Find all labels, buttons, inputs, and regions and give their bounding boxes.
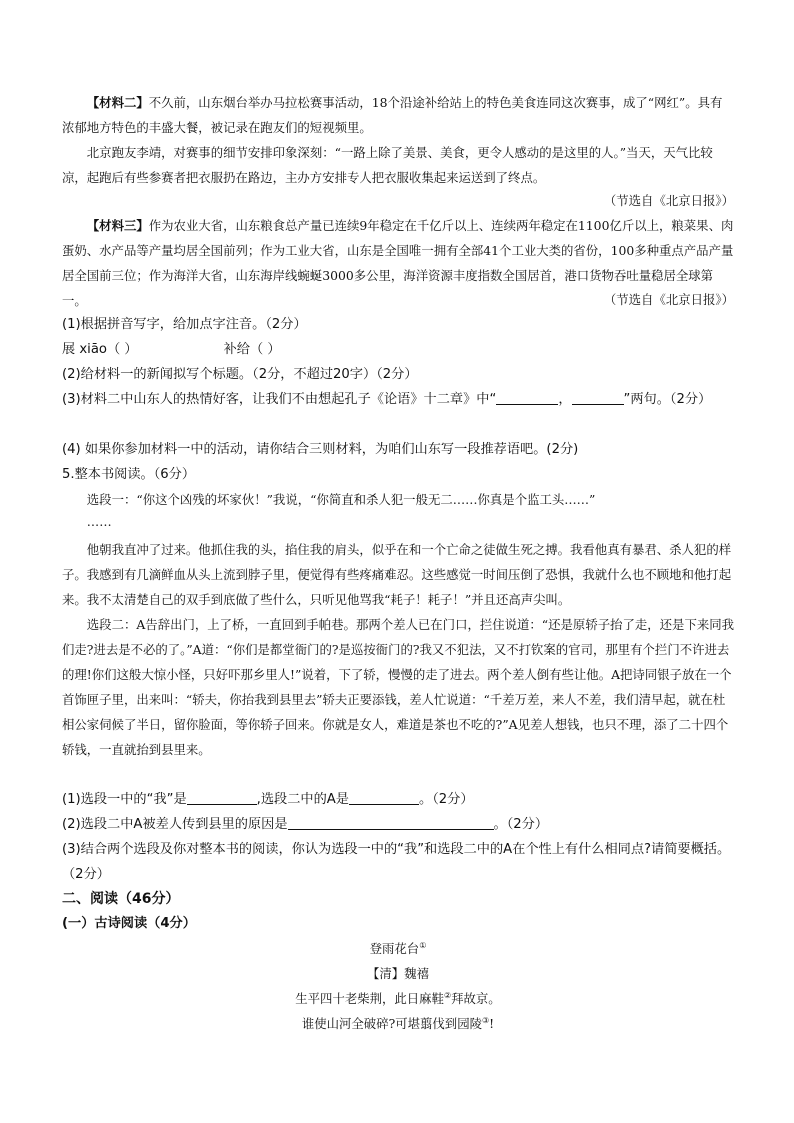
q4-1-word2: 补给（ ）	[223, 342, 281, 357]
q5-3: (3)结合两个选段及你对整本书的阅读，你认为选段一中的“我”和选段二中的A在个性上有什么相同点?请简要概括。（2分）	[62, 842, 731, 882]
q4-2: (2)给材料一的新闻拟写个标题。（2分，不超过20字）（2分）	[62, 367, 418, 382]
poem-line1: 生平四十老柴荆，此日麻鞋②拜故京。	[295, 990, 501, 1006]
q5-seg2-para: 选段二：A告辞出门，上了桥，一直回到手帕巷。那两个差人已在门口，拦住说道：“还是原轿子抬了走，还是下来同我们走?进去是不必的了。”A道：“你们是都堂衙门的?是巡按衙门的?我又不犯法，又不打钦案的官司，那里有个拦门不许进去的理!你们这般大惊小怪，只好吓那乡里人!”说着，下了轿，慢慢的走了进去。两个差人倒有些让他。A把诗同银子放在一个首饰匣子里，出来叫：“轿夫，你抬我到县里去”轿夫正要添钱，差人忙说道：“千差万差，来人不差，我们清早起，就在杜相公家伺候了半日，留你脸面，等你轿子回来。你就是女人，难道是茶也不吃的?”A见差人想钱，也只不理，添了二十四个轿钱，一直就抬到县里来。	[62, 617, 735, 757]
poem-title: 登雨花台①	[369, 940, 427, 956]
answer-blank[interactable]	[496, 390, 558, 405]
material2-para1	[62, 90, 734, 140]
material2-text: 不久前，山东烟台举办马拉松赛事活动，18个沿途补给站上的特色美食连同这次赛事，成了“网红”。具有浓郁地方特色的丰盛大餐，被记录在跑友们的短视频里。	[62, 95, 723, 135]
answer-blank[interactable]	[349, 790, 419, 805]
material2-source: （节选自《北京日报》）	[603, 193, 734, 208]
answer-blank[interactable]	[187, 790, 257, 805]
q5-title: 5.整本书阅读。（6分）	[62, 467, 196, 482]
q4-3: (3)材料二中山东人的热情好客，让我们不由想起孔子《论语》十二章》中“ ， ”两句。（2分）	[62, 392, 712, 407]
section2-title: 二、阅读（46分）	[62, 891, 180, 907]
q4-1-word1: 展 xiāo（ ）	[62, 342, 138, 357]
material3-lead: 【材料三】	[86, 218, 149, 233]
q5-seg1-para: 他朝我直冲了过来。他抓住我的头，掐住我的肩头，似乎在和一个亡命之徒做生死之搏。我看他真有暴君、杀人犯的样子。我感到有几滴鲜血从头上流到脖子里，便觉得有些疼痛难忍。这些感觉一时间压倒了恐惧，我就什么也不顾地和他打起来。我不太清楚自己的双手到底做了些什么，只听见他骂我“耗子！耗子！”并且还高声尖叫。	[62, 542, 732, 607]
material2-para2: 北京跑友李靖，对赛事的细节安排印象深刻：“一路上除了美景、美食，更令人感动的是这里的人。”当天，天气比较凉，起跑后有些参赛者把衣服扔在路边，主办方安排专人把衣服收集起来运送到了终点。	[62, 145, 713, 185]
section2-sub: (一）古诗阅读（4分）	[62, 916, 196, 931]
poem-line2: 谁使山河全破碎?可堪翦伐到园陵③!	[301, 1015, 495, 1031]
q5-1: (1)选段一中的“我”是 ,选段二中的A是 。（2分）	[62, 792, 474, 807]
q5-ellipsis: ……	[86, 514, 112, 529]
q5-2: (2)选段二中A被差人传到县里的原因是 。（2分）	[62, 817, 549, 832]
material3-source: （节选自《北京日报》）	[603, 292, 734, 307]
material2-lead: 【材料二】	[86, 95, 149, 110]
q4-1-words	[62, 337, 734, 362]
material3-text: 作为农业大省，山东粮食总产量已连续9年稳定在千亿斤以上、连续两年稳定在1100亿斤以上，粮菜果、肉蛋奶、水产品等产量均居全国前列；作为工业大省，山东是全国唯一拥有全部41个工业大类的省份，100多种重点产品产量居全国前三位；作为海洋大省，山东海岸线蜿蜒3000多公里，海洋资源丰度指数全国居首，港口货物吞吐量稳居全球第一。	[62, 218, 734, 308]
answer-blank[interactable]	[572, 390, 624, 405]
q4-1: (1)根据拼音写字，给加点字注音。（2分）	[62, 317, 307, 332]
q4-4: (4) 如果你参加材料一中的活动，请你结合三则材料，为咱们山东写一段推荐语吧。(2分)	[62, 442, 579, 457]
poem-author: 【清】魏禧	[367, 966, 429, 981]
answer-blank[interactable]	[288, 815, 494, 830]
q5-seg1-line: 选段一：“你这个凶残的坏家伙！”我说，“你简直和杀人犯一般无二……你真是个监工头……”	[86, 492, 596, 507]
